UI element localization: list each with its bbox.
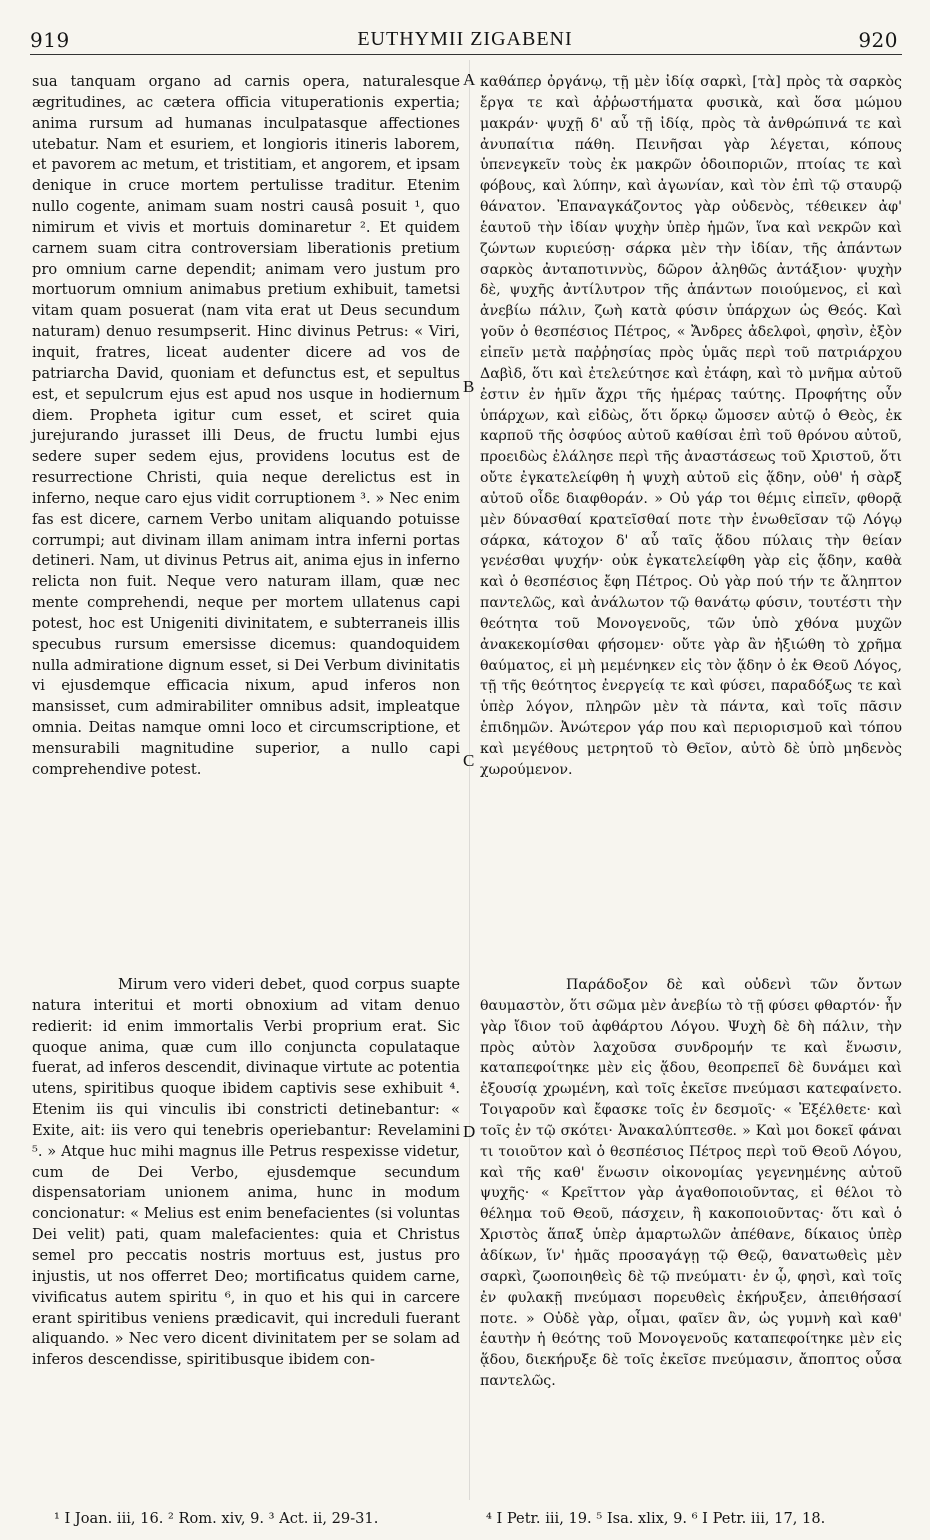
section-marker-a: A [463,70,476,89]
header-rule [30,54,902,55]
latin-paragraph-2: Mirum vero videri debet, quod corpus suapte natura interitui et morti obnoxium ad vitam denuo redierit: id enim immortalis Verbi proprium erat. Sic quoque anima, quæ cum illo conjuncta copulataque fuerat, ad inferos descendit, divinaque virtute ac potentia utens, spiritibus quoque ibidem captivis sese exhibuit ⁴. Etenim iis qui vinculis ibi constricti detinebantur: « Exite, ait: iis vero qui tenebris operiebantur: Revelamini ⁵. » Atque huc mihi magnus ille Petrus respexisse videtur, cum de Dei Verbo, ejusdemque secundum dispensatoriam unionem anima, hunc in modum concionatur: « Melius est enim benefacientes (si voluntas Dei velit) pati, quam malefacientes: quia et Christus semel pro peccatis nostris mortuus est, justus pro injustis, ut nos offerret Deo; mortificatus quidem carne, vivificatus autem spiritu ⁶, in quo et his qui in carcere erant spiritibus veniens prædicavit, qui increduli fuerant aliquando. » Nec vero dicent divinitatem per se solam ad inferos descendisse, spiritibusque ibidem con- [32,976,460,1369]
page-number-left: 919 [30,28,70,52]
column-divider [469,60,470,1500]
section-marker-c: C [463,751,475,770]
latin-column-upper [32,72,460,781]
greek-column-upper [480,72,902,781]
page-number-right: 920 [858,28,898,52]
latin-paragraph-1: sua tanquam organo ad carnis opera, naturalesque ægritudines, ac cætera officia vituperationis expertia; anima rursum ad humanas inculpatasque affectiones utebatur. Nam et esuriem, et longioris itineris laborem, et pavorem ac metum, et tristitiam, et angorem, et ipsam denique in cruce mortem pertulisse traditur. Etenim nullo cogente, animam suam nostri causâ posuit ¹, quo nimirum et vivis et mortuis dominaretur ². Et quidem carnem suam citra controversiam liberationis pretium pro omnium carne dependit; animam vero justum pro mortuorum omnium animabus pretium exhibuit, tametsi vitam quam posuerat (nam vita erat ut Deus secundum naturam) denuo resumpserit. Hinc divinus Petrus: « Viri, inquit, fratres, liceat audenter dicere ad vos de patriarcha David, quoniam et defunctus est, et sepultus est, et sepulcrum ejus est apud nos usque in hodiernum diem. Propheta igitur cum esset, et sciret quia jurejurando jurasset illi Deus, de fructu lumbi ejus sedere super sedem ejus, providens locutus est de resurrectione Christi, quia neque derelictus est in inferno, neque caro ejus vidit corruptionem ³. » Nec enim fas est dicere, carnem Verbo unitam aliquando potuisse corrumpi; aut divinam illam animam intra inferni portas detineri. Nam, ut divinus Petrus ait, anima ejus in inferno relicta non fuit. Neque vero naturam illam, quæ nec mente comprehendi, neque per mortem ullatenus capi potest, hoc est Unigeniti divinitatem, e subterraneis illis specubus rursum emersisse dicemus: quandoquidem nulla admiratione dignum esset, si Dei Verbum divinitatis vi ejusdemque efficacia nixum, apud inferos non mansisset, cum admirabiliter omnibus adsit, impleatque omnia. Deitas namque omni loco et circumscriptione, et mensurabili magnitudine superior, a nullo capi comprehendive potest. [32,73,460,778]
section-marker-b: B [463,377,475,396]
greek-column-lower [480,975,902,1392]
greek-paragraph-2: Παράδοξον δὲ καὶ οὐδενὶ τῶν ὄντων θαυμαστὸν, ὅτι σῶμα μὲν ἀνεβίω τὸ τῇ φύσει φθαρτόν· ἦν γὰρ ἴδιον τοῦ ἀφθάρτου Λόγου. Ψυχὴ δὲ δὴ πάλιν, τὴν πρὸς αὐτὸν λαχοῦσα συνδρομήν τε καὶ ἕνωσιν, καταπεφοίτηκε μὲν εἰς ᾅδου, θεοπρεπεῖ δὲ δυνάμει καὶ ἐξουσίᾳ χρωμένη, καὶ τοῖς ἐκεῖσε πνεύμασι κατεφαίνετο. Τοιγαροῦν καὶ ἔφασκε τοῖς ἐν δεσμοῖς· « Ἐξέλθετε· καὶ τοῖς ἐν τῷ σκότει· Ἀνακαλύπτεσθε. » Καὶ μοι δοκεῖ φάναι τι τοιοῦτον καὶ ὁ θεσπέσιος Πέτρος περὶ τοῦ Θεοῦ Λόγου, καὶ τῆς καθ' ἕνωσιν οἰκονομίας γεγενημένης αὐτοῦ ψυχῆς· « Κρεῖττον γὰρ ἀγαθοποιοῦντας, εἰ θέλοι τὸ θέλημα τοῦ Θεοῦ, πάσχειν, ἢ κακοποιοῦντας· ὅτι καὶ ὁ Χριστὸς ἅπαξ ὑπὲρ ἁμαρτωλῶν ἀπέθανε, δίκαιος ὑπὲρ ἀδίκων, ἵν' ἡμᾶς προσαγάγῃ τῷ Θεῷ, θανατωθεὶς μὲν σαρκὶ, ζωοποιηθεὶς δὲ τῷ πνεύματι· ἐν ᾧ, φησὶ, καὶ τοῖς ἐν φυλακῇ πνεύμασι πορευθεὶς ἐκήρυξεν, ἀπειθήσασί ποτε. » Οὐδὲ γὰρ, οἶμαι, φαῖεν ἂν, ὡς γυμνὴ καὶ καθ' ἑαυτὴν ἡ θεότης τοῦ Μονογενοῦς καταπεφοίτηκε μὲν εἰς ᾅδου, διεκήρυξε δὲ τοῖς ἐκεῖσε πνεύμασιν, ἄποπτος οὖσα παντελῶς. [480,977,902,1390]
latin-column-lower [32,975,460,1371]
section-marker-d: D [463,1122,476,1141]
footnotes-right: ⁴ I Petr. iii, 19. ⁵ Isa. xlix, 9. ⁶ I Petr. iii, 17, 18. [486,1510,826,1527]
footnotes-left: ¹ I Joan. iii, 16. ² Rom. xiv, 9. ³ Act. ii, 29-31. [54,1510,379,1527]
page-header [0,0,930,54]
greek-paragraph-1: καθάπερ ὀργάνῳ, τῇ μὲν ἰδίᾳ σαρκὶ, [τὰ] πρὸς τὰ σαρκὸς ἔργα τε καὶ ἀῤῥωστήματα φυσικὰ, καὶ ὅσα μώμου μακράν· ψυχῇ δ' αὖ τῇ ἰδίᾳ, πρὸς τὰ ἀνθρώπινά τε καὶ ἀνυπαίτια πάθη. Πεινῆσαι γὰρ λέγεται, κόπους ὑπενεγκεῖν τοὺς ἐκ μακρῶν ὁδοιποριῶν, πτοίας τε καὶ φόβους, καὶ λύπην, καὶ ἀγωνίαν, καὶ τὸν ἐπὶ τῷ σταυρῷ θάνατον. Ἐπαναγκάζοντος γὰρ οὐδενὸς, τέθεικεν ἀφ' ἑαυτοῦ τὴν ἰδίαν ψυχὴν ὑπὲρ ἡμῶν, ἵνα καὶ νεκρῶν καὶ ζώντων κυριεύσῃ· σάρκα μὲν τὴν ἰδίαν, τῆς ἁπάντων σαρκὸς ἀνταποτιννὺς, δῶρον ἀληθῶς ἀντάξιον· ψυχὴν δὲ, ψυχῆς ἀντίλυτρον τῆς ἁπάντων ποιούμενος, εἰ καὶ ἀνεβίω πάλιν, ζωὴ κατὰ φύσιν ὑπάρχων ὡς Θεός. Καὶ γοῦν ὁ θεσπέσιος Πέτρος, « Ἄνδρες ἀδελφοὶ, φησὶν, ἐξὸν εἰπεῖν μετὰ παῤῥησίας πρὸς ὑμᾶς περὶ τοῦ πατριάρχου Δαβὶδ, ὅτι καὶ ἐτελεύτησε καὶ ἐτάφη, καὶ τὸ μνῆμα αὐτοῦ ἐστιν ἐν ἡμῖν ἄχρι τῆς ἡμέρας ταύτης. Προφήτης οὖν ὑπάρχων, καὶ εἰδὼς, ὅτι ὅρκῳ ὤμοσεν αὐτῷ ὁ Θεὸς, ἐκ καρποῦ τῆς ὀσφύος αὐτοῦ καθίσαι ἐπὶ τοῦ θρόνου αὐτοῦ, προειδὼς ἐλάλησε περὶ τῆς ἀναστάσεως τοῦ Χριστοῦ, ὅτι οὔτε ἐγκατελείφθη ἡ ψυχὴ αὐτοῦ εἰς ᾅδην, οὐθ' ἡ σὰρξ αὐτοῦ οἶδε διαφθοράν. » Οὐ γάρ τοι θέμις εἰπεῖν, φθορᾷ μὲν δύνασθαί κρατεῖσθαί ποτε τὴν ἑνωθεῖσαν τῷ Λόγῳ σάρκα, κάτοχον δ' αὖ ταῖς ᾅδου πύλαις τὴν θείαν γενέσθαι ψυχήν· οὐκ ἐγκατελείφθη γὰρ εἰς ᾅδην, καθὰ καὶ ὁ θεσπέσιος ἔφη Πέτρος. Οὐ γὰρ πού τήν τε ἄληπτον παντελῶς, καὶ ἀνάλωτον τῷ θανάτῳ φύσιν, τουτέστι τὴν θεότητα τοῦ Μονογενοῦς, τῶν ὑπὸ χθόνα μυχῶν ἀνακεκομίσθαι φήσομεν· οὔτε γὰρ ἂν ἠξιώθη τὸ χρῆμα θαύματος, εἰ μὴ μεμένηκεν εἰς τὸν ᾅδην ὁ ἐκ Θεοῦ Λόγος, τῇ τῆς θεότητος ἐνεργείᾳ τε καὶ φύσει, παραδόξως τε καὶ ὑπὲρ λόγον, πληρῶν μὲν τὰ πάντα, καὶ τοῖς πᾶσιν ἐπιδημῶν. Ἀνώτερον γάρ που καὶ περιορισμοῦ καὶ τόπου καὶ μεγέθους μετρητοῦ τὸ Θεῖον, αὐτὸ δὲ ὑπὸ μηδενὸς χωρούμενον. [480,74,902,778]
running-title: EUTHYMII ZIGABENI [357,28,573,50]
